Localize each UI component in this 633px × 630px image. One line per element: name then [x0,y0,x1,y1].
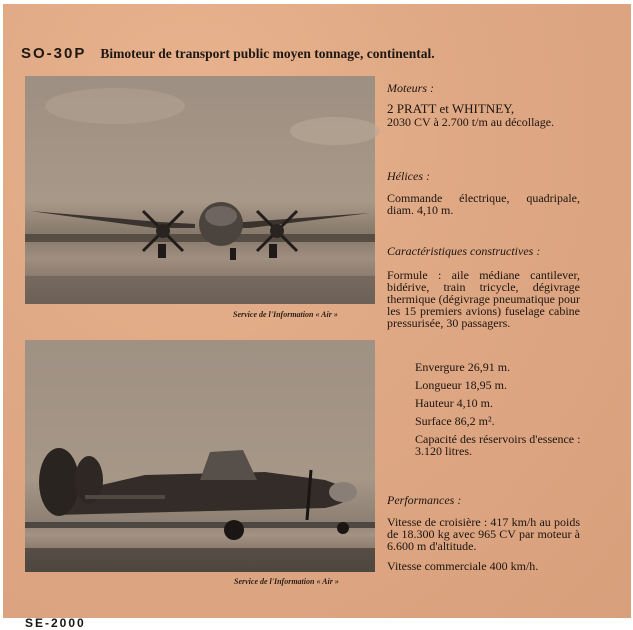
section-heading: Caractéristiques constructives : [387,244,541,258]
engine-power: 2030 CV à 2.700 t/m au décollage. [387,115,555,129]
section-heading: Hélices : [387,169,430,183]
document-page [3,4,631,630]
model-description: Bimoteur de transport public moyen tonnage, continental. [100,46,435,61]
aircraft-photo-front [25,76,375,304]
section-moteurs [387,82,580,128]
spec-envergure: Envergure 26,91 m. [415,360,511,374]
spec-capacite: Capacité des réservoirs d'essence : 3.120 litres. [415,432,581,458]
photo-caption: Service de l'Information « Air » [233,310,338,319]
engine-line: 2 PRATT et WHITNEY, [387,101,515,116]
commercial-speed-text: Vitesse commerciale 400 km/h. [387,559,539,573]
section-performances [387,494,580,572]
propeller-text: Commande électrique, quadripale, diam. 4,10 m. [387,191,580,217]
section-caracteristiques [387,245,580,329]
spec-surface: Surface 86,2 m². [415,414,495,428]
cruise-speed-text: Vitesse de croisière : 417 km/h au poids de 18.300 kg avec 965 CV par moteur à 6.600 m d'altitude. [387,515,580,553]
section-heading: Performances : [387,493,462,507]
photo-caption: Service de l'Information « Air » [234,577,339,586]
spec-longueur: Longueur 18,95 m. [415,378,507,392]
aircraft-photo-side [25,340,375,572]
section-helices [387,170,580,216]
model-code: SO-30P [21,45,87,62]
page-title [21,45,435,62]
construction-text: Formule : aile médiane cantilever, bidérive, train tricycle, dégivrage thermique (dégivrage pneumatique pour les 15 premiers avions) fuselage cabine pressurisée, 30 passagers. [387,268,580,330]
section-heading: Moteurs : [387,81,434,95]
spec-hauteur: Hauteur 4,10 m. [415,396,493,410]
next-model-heading-cut: SE-2000 [25,616,86,630]
